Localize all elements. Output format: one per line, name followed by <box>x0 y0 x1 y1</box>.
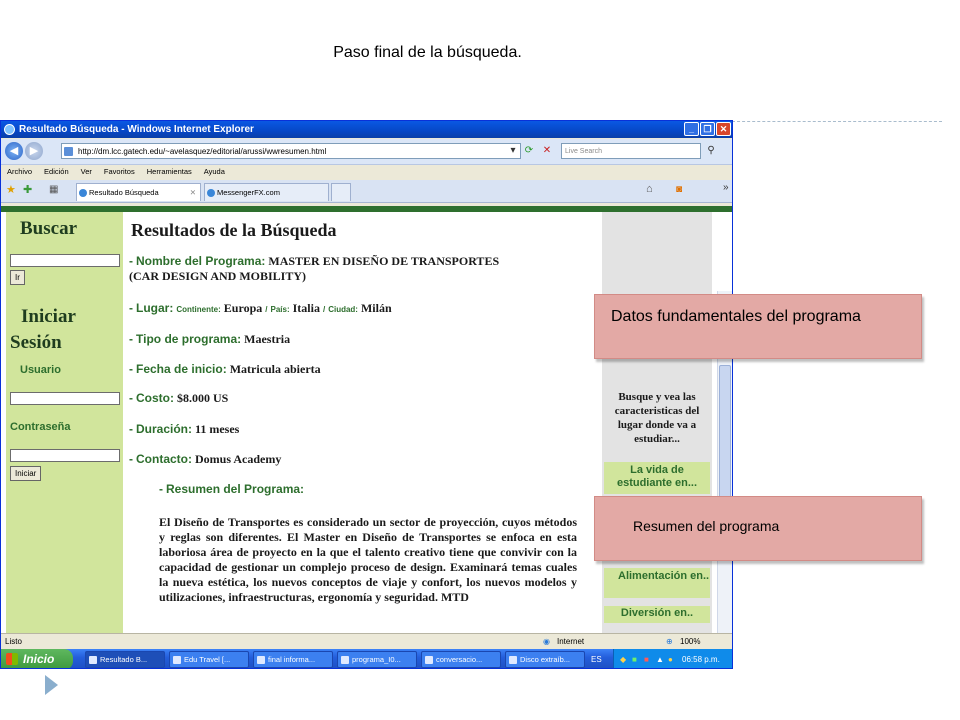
resumen-row: - Resumen del Programa: <box>159 482 305 496</box>
nombre-row: - Nombre del Programa: MASTER EN DISEÑO DE TRANSPORTES <box>129 254 500 268</box>
diversion-link[interactable]: Diversión en.. <box>604 606 710 623</box>
divider-line <box>732 121 942 122</box>
nombre-row-2: (CAR DESIGN AND MOBILITY) <box>129 269 307 283</box>
document-icon <box>425 656 433 664</box>
fecha-row: - Fecha de inicio: Matricula abierta <box>129 362 321 376</box>
tab-bar <box>1 180 732 203</box>
contrasena-field[interactable] <box>10 449 120 462</box>
clock: 06:58 p.m. <box>682 655 720 664</box>
start-button[interactable]: Inicio <box>1 649 73 669</box>
minimize-button[interactable]: _ <box>684 122 699 136</box>
tab-close-icon[interactable]: ✕ <box>189 188 196 197</box>
tab-resultado-busqueda[interactable]: Resultado Búsqueda ✕ <box>76 183 201 201</box>
usuario-field[interactable] <box>10 392 120 405</box>
results-heading: Resultados de la Búsqueda <box>131 220 337 240</box>
menu-ver[interactable]: Ver <box>80 167 92 176</box>
document-icon <box>341 656 349 664</box>
globe-icon: ◉ <box>543 637 550 646</box>
slide-title: Paso final de la búsqueda. <box>333 44 522 61</box>
results-panel <box>129 212 599 633</box>
zone-text: Internet <box>557 637 585 646</box>
address-bar <box>1 139 732 165</box>
more-tools-icon[interactable]: » <box>723 182 729 193</box>
back-button[interactable]: ◀ <box>5 142 23 160</box>
buscar-heading: Buscar <box>20 218 77 239</box>
contacto-row: - Contacto: Domus Academy <box>129 452 282 466</box>
bullet-arrow-icon <box>45 675 58 695</box>
task-programa[interactable]: programa_I0... <box>337 651 417 668</box>
task-disco[interactable]: Disco extraíb... <box>505 651 585 668</box>
lugar-row: - Lugar: Continente: Europa / País: Italia / Ciudad: Milán <box>129 301 392 315</box>
tray-icon-4[interactable]: ▲ <box>656 655 664 664</box>
costo-row: - Costo: $8.000 US <box>129 391 229 405</box>
favorites-star-icon[interactable]: ★ <box>6 184 16 196</box>
zoom-icon: ⊕ <box>666 637 673 646</box>
tipo-row: - Tipo de programa: Maestria <box>129 332 291 346</box>
tray-icon-1[interactable]: ◆ <box>620 655 627 664</box>
right-sidebar <box>602 212 712 633</box>
ir-button[interactable]: Ir <box>10 270 25 285</box>
usuario-label: Usuario <box>20 364 61 376</box>
tray-icon-2[interactable]: ■ <box>632 655 637 664</box>
url-field[interactable]: http://dm.lcc.gatech.edu/~avelasquez/editorial/arussi/wwresumen.html <box>61 143 521 159</box>
document-icon <box>173 656 181 664</box>
stop-icon[interactable]: ✕ <box>542 145 552 156</box>
alimentacion-link[interactable]: Alimentación en.. <box>604 568 710 598</box>
new-tab-button[interactable] <box>331 183 351 201</box>
status-text: Listo <box>5 637 22 646</box>
add-favorite-icon[interactable]: ✚ <box>23 184 33 196</box>
title-bar <box>1 121 732 138</box>
tray-icon-3[interactable]: ■ <box>644 655 649 664</box>
menu-bar <box>1 165 732 179</box>
web-page <box>1 206 732 633</box>
task-final-informa[interactable]: final informa... <box>253 651 333 668</box>
menu-edicion[interactable]: Edición <box>44 167 69 176</box>
ie-page-icon <box>79 189 87 197</box>
callout-datos-fundamentales: Datos fundamentales del programa <box>594 294 922 359</box>
system-tray <box>613 649 733 669</box>
task-resultado[interactable]: Resultado B... <box>85 651 165 668</box>
language-indicator[interactable]: ES <box>591 655 602 664</box>
left-sidebar <box>6 212 123 633</box>
ie-page-icon <box>207 189 215 197</box>
tray-icon-5[interactable]: ● <box>668 655 673 664</box>
search-icon[interactable]: ⚲ <box>707 145 715 156</box>
vida-estudiante-link[interactable]: La vida de estudiante en... <box>604 462 710 494</box>
taskbar <box>1 649 732 669</box>
refresh-icon[interactable]: ⟳ <box>524 145 534 156</box>
search-input[interactable]: Live Search <box>561 143 701 159</box>
menu-ayuda[interactable]: Ayuda <box>203 167 225 176</box>
quick-tabs-icon[interactable]: ▦ <box>49 184 59 195</box>
menu-herramientas[interactable]: Herramientas <box>146 167 192 176</box>
browser-window <box>0 120 733 669</box>
iniciar-button[interactable]: Iniciar <box>10 466 41 481</box>
tab-messengerfx[interactable]: MessengerFX.com <box>204 183 329 201</box>
menu-favoritos[interactable]: Favoritos <box>103 167 135 176</box>
page-icon <box>64 147 73 156</box>
search-field[interactable] <box>10 254 120 267</box>
ie-icon <box>89 656 97 664</box>
resumen-paragraph: El Diseño de Transportes es considerado un sector de proyección, cuyos métodos y reglas son diferentes. El Master en Diseño de Transportes se enfoca en esta laboriosa área de proyecto en la que el talento creativo tiene que convivir con la capacidad de gestionar un complejo proceso de design. Examinará temas cuales la nueva estética, los nuevos conceptos de viaje y confort, los nuevos modelos y utilizaciones, infraestructuras, ergonomía y seguridad. MTD <box>159 515 577 604</box>
close-button[interactable]: ✕ <box>716 122 731 136</box>
feeds-icon[interactable]: ◙ <box>676 184 683 195</box>
task-conversacion[interactable]: conversacio... <box>421 651 501 668</box>
forward-button[interactable]: ▶ <box>25 142 43 160</box>
windows-logo-icon <box>6 653 18 665</box>
ie-logo-icon <box>4 124 15 135</box>
window-title: Resultado Búsqueda - Windows Internet Explorer <box>19 124 254 135</box>
dropdown-icon[interactable]: ▾ <box>510 145 516 156</box>
maximize-button[interactable]: ❐ <box>700 122 715 136</box>
contrasena-label: Contraseña <box>10 421 71 433</box>
lugar-info-text: Busque y vea las caracteristicas del lugar donde va a estudiar... <box>614 391 700 445</box>
callout-resumen-programa: Resumen del programa <box>594 496 922 561</box>
zoom-level[interactable]: 100% <box>680 637 701 646</box>
task-edu-travel[interactable]: Edu Travel [... <box>169 651 249 668</box>
drive-icon <box>509 656 517 664</box>
iniciar-sesion-heading: Iniciar Sesión <box>10 306 76 353</box>
duracion-row: - Duración: 11 meses <box>129 422 240 436</box>
status-bar <box>1 633 732 650</box>
home-icon[interactable]: ⌂ <box>646 183 653 195</box>
menu-archivo[interactable]: Archivo <box>7 167 33 176</box>
document-icon <box>257 656 265 664</box>
